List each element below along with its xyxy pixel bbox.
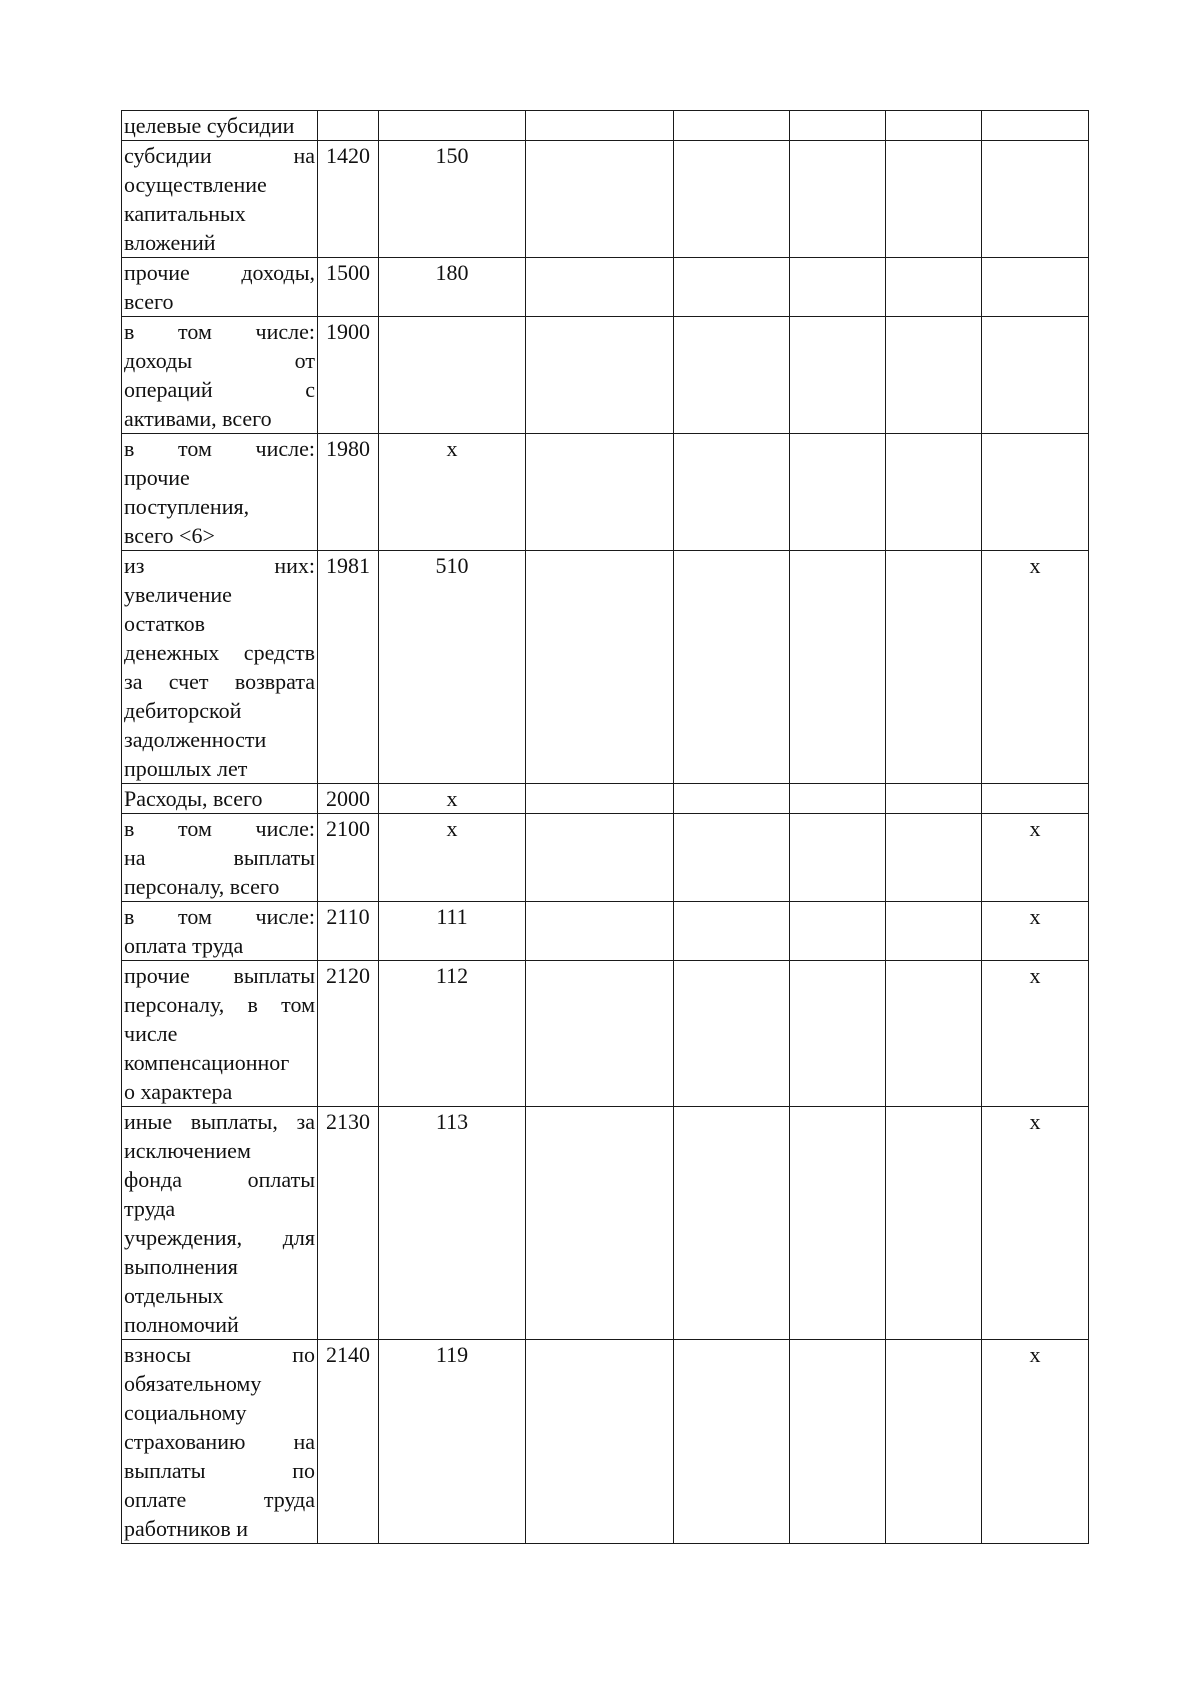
row-empty-cell: [674, 784, 790, 814]
row-name-cell: [122, 1340, 318, 1544]
table-row: [122, 961, 1089, 1107]
row-name-line: задолженности: [124, 727, 267, 752]
row-name-cell: [122, 111, 318, 141]
row-code-cell: 2140: [318, 1340, 379, 1544]
row-name-line: вложений: [124, 230, 216, 255]
row-name-line: за счет возврата: [124, 669, 315, 694]
row-name-line: оплате труда: [124, 1487, 315, 1512]
row-name-line: целевые субсидии: [124, 113, 295, 138]
row-empty-cell: [526, 961, 674, 1107]
row-name-line: доходы от: [124, 348, 315, 373]
row-name-line: в том числе:: [124, 319, 315, 344]
row-empty-cell: [526, 551, 674, 784]
row-name-cell: [122, 814, 318, 902]
row-empty-cell: [886, 434, 982, 551]
table-row: [122, 1107, 1089, 1340]
row-empty-cell: [790, 784, 886, 814]
row-last-cell: [982, 317, 1089, 434]
row-name-line: взносы по: [124, 1342, 315, 1367]
row-name-line: прочие: [124, 465, 190, 490]
row-name-line: о характера: [124, 1079, 233, 1104]
row-name-cell: [122, 317, 318, 434]
row-empty-cell: [886, 902, 982, 961]
table-row: [122, 784, 1089, 814]
row-kbk-cell: 180: [379, 258, 526, 317]
row-empty-cell: [886, 551, 982, 784]
row-name-line: увеличение: [124, 582, 232, 607]
row-name-line: в том числе:: [124, 904, 315, 929]
row-code-cell: 1420: [318, 141, 379, 258]
budget-table: [121, 110, 1089, 1544]
row-name-line: дебиторской: [124, 698, 242, 723]
row-empty-cell: [790, 258, 886, 317]
row-name-line: прочие доходы,: [124, 260, 315, 285]
row-name-cell: [122, 784, 318, 814]
row-empty-cell: [526, 434, 674, 551]
row-code-cell: 1980: [318, 434, 379, 551]
row-name-line: персоналу, в том: [124, 992, 315, 1017]
table-row: [122, 814, 1089, 902]
row-kbk-cell: 111: [379, 902, 526, 961]
row-name-line: страхованию на: [124, 1429, 315, 1454]
row-name-line: активами, всего: [124, 406, 272, 431]
row-name-cell: [122, 551, 318, 784]
row-last-cell: х: [982, 1340, 1089, 1544]
row-name-cell: [122, 258, 318, 317]
row-name-line: выполнения: [124, 1254, 238, 1279]
row-empty-cell: [674, 258, 790, 317]
row-name-line: прочие выплаты: [124, 963, 315, 988]
row-name-cell: [122, 902, 318, 961]
row-empty-cell: [886, 1107, 982, 1340]
row-empty-cell: [674, 317, 790, 434]
row-empty-cell: [886, 141, 982, 258]
row-empty-cell: [526, 317, 674, 434]
row-name-cell: [122, 961, 318, 1107]
row-name-line: фонда оплаты: [124, 1167, 315, 1192]
row-kbk-cell: 119: [379, 1340, 526, 1544]
row-empty-cell: [526, 141, 674, 258]
row-last-cell: [982, 111, 1089, 141]
row-name-line: оплата труда: [124, 933, 244, 958]
row-empty-cell: [886, 111, 982, 141]
row-empty-cell: [674, 902, 790, 961]
row-empty-cell: [526, 1107, 674, 1340]
table-row: [122, 434, 1089, 551]
row-kbk-cell: [379, 317, 526, 434]
row-name-line: обязательному: [124, 1371, 262, 1396]
row-empty-cell: [526, 258, 674, 317]
row-code-cell: 2000: [318, 784, 379, 814]
row-last-cell: [982, 434, 1089, 551]
row-empty-cell: [674, 814, 790, 902]
row-kbk-cell: 150: [379, 141, 526, 258]
row-empty-cell: [526, 814, 674, 902]
row-empty-cell: [886, 1340, 982, 1544]
row-empty-cell: [526, 1340, 674, 1544]
row-empty-cell: [674, 141, 790, 258]
table-row: [122, 1340, 1089, 1544]
row-name-line: капитальных: [124, 201, 246, 226]
row-last-cell: х: [982, 814, 1089, 902]
row-empty-cell: [790, 141, 886, 258]
row-name-line: всего <6>: [124, 523, 215, 548]
row-name-line: в том числе:: [124, 816, 315, 841]
table-row: [122, 317, 1089, 434]
row-empty-cell: [674, 961, 790, 1107]
row-code-cell: 2120: [318, 961, 379, 1107]
row-last-cell: [982, 141, 1089, 258]
row-name-line: Расходы, всего: [124, 786, 263, 811]
row-empty-cell: [674, 111, 790, 141]
row-name-line: из них:: [124, 553, 315, 578]
row-empty-cell: [790, 961, 886, 1107]
table-body: [122, 111, 1089, 1544]
row-name-line: персоналу, всего: [124, 874, 280, 899]
row-empty-cell: [674, 1107, 790, 1340]
row-name-line: труда: [124, 1196, 176, 1221]
row-name-line: поступления,: [124, 494, 250, 519]
row-code-cell: 1981: [318, 551, 379, 784]
row-name-line: числе: [124, 1021, 178, 1046]
row-name-line: субсидии на: [124, 143, 315, 168]
row-code-cell: 2100: [318, 814, 379, 902]
row-name-line: осуществление: [124, 172, 267, 197]
row-last-cell: [982, 258, 1089, 317]
row-name-line: иные выплаты, за: [124, 1109, 315, 1134]
row-name-line: отдельных: [124, 1283, 224, 1308]
row-kbk-cell: 112: [379, 961, 526, 1107]
row-name-line: всего: [124, 289, 174, 314]
row-name-line: учреждения, для: [124, 1225, 315, 1250]
row-name-cell: [122, 434, 318, 551]
row-name-line: на выплаты: [124, 845, 315, 870]
row-name-line: денежных средств: [124, 640, 315, 665]
row-code-cell: 1900: [318, 317, 379, 434]
row-name-cell: [122, 1107, 318, 1340]
row-empty-cell: [790, 317, 886, 434]
row-kbk-cell: х: [379, 784, 526, 814]
row-name-line: компенсационног: [124, 1050, 290, 1075]
table-row: [122, 141, 1089, 258]
row-last-cell: х: [982, 1107, 1089, 1340]
row-empty-cell: [526, 784, 674, 814]
row-empty-cell: [674, 1340, 790, 1544]
row-empty-cell: [790, 814, 886, 902]
row-empty-cell: [790, 434, 886, 551]
row-empty-cell: [886, 814, 982, 902]
row-code-cell: 1500: [318, 258, 379, 317]
row-kbk-cell: 510: [379, 551, 526, 784]
row-empty-cell: [526, 111, 674, 141]
row-kbk-cell: [379, 111, 526, 141]
row-name-line: остатков: [124, 611, 205, 636]
row-empty-cell: [790, 1340, 886, 1544]
row-empty-cell: [886, 317, 982, 434]
table-row: [122, 111, 1089, 141]
row-kbk-cell: х: [379, 814, 526, 902]
row-last-cell: [982, 784, 1089, 814]
row-last-cell: х: [982, 961, 1089, 1107]
row-empty-cell: [790, 551, 886, 784]
row-code-cell: 2130: [318, 1107, 379, 1340]
row-empty-cell: [674, 434, 790, 551]
row-name-line: полномочий: [124, 1312, 239, 1337]
table-row: [122, 258, 1089, 317]
row-last-cell: х: [982, 551, 1089, 784]
row-empty-cell: [886, 961, 982, 1107]
row-empty-cell: [674, 551, 790, 784]
row-kbk-cell: 113: [379, 1107, 526, 1340]
row-empty-cell: [886, 258, 982, 317]
row-name-cell: [122, 141, 318, 258]
row-name-line: в том числе:: [124, 436, 315, 461]
row-empty-cell: [790, 902, 886, 961]
row-name-line: работников и: [124, 1516, 249, 1541]
table-row: [122, 551, 1089, 784]
row-name-line: выплаты по: [124, 1458, 315, 1483]
table-row: [122, 902, 1089, 961]
row-name-line: социальному: [124, 1400, 247, 1425]
row-name-line: операций с: [124, 377, 315, 402]
row-empty-cell: [790, 1107, 886, 1340]
row-empty-cell: [886, 784, 982, 814]
row-kbk-cell: х: [379, 434, 526, 551]
row-name-line: исключением: [124, 1138, 251, 1163]
row-empty-cell: [790, 111, 886, 141]
row-last-cell: х: [982, 902, 1089, 961]
row-code-cell: [318, 111, 379, 141]
row-code-cell: 2110: [318, 902, 379, 961]
row-name-line: прошлых лет: [124, 756, 248, 781]
row-empty-cell: [526, 902, 674, 961]
